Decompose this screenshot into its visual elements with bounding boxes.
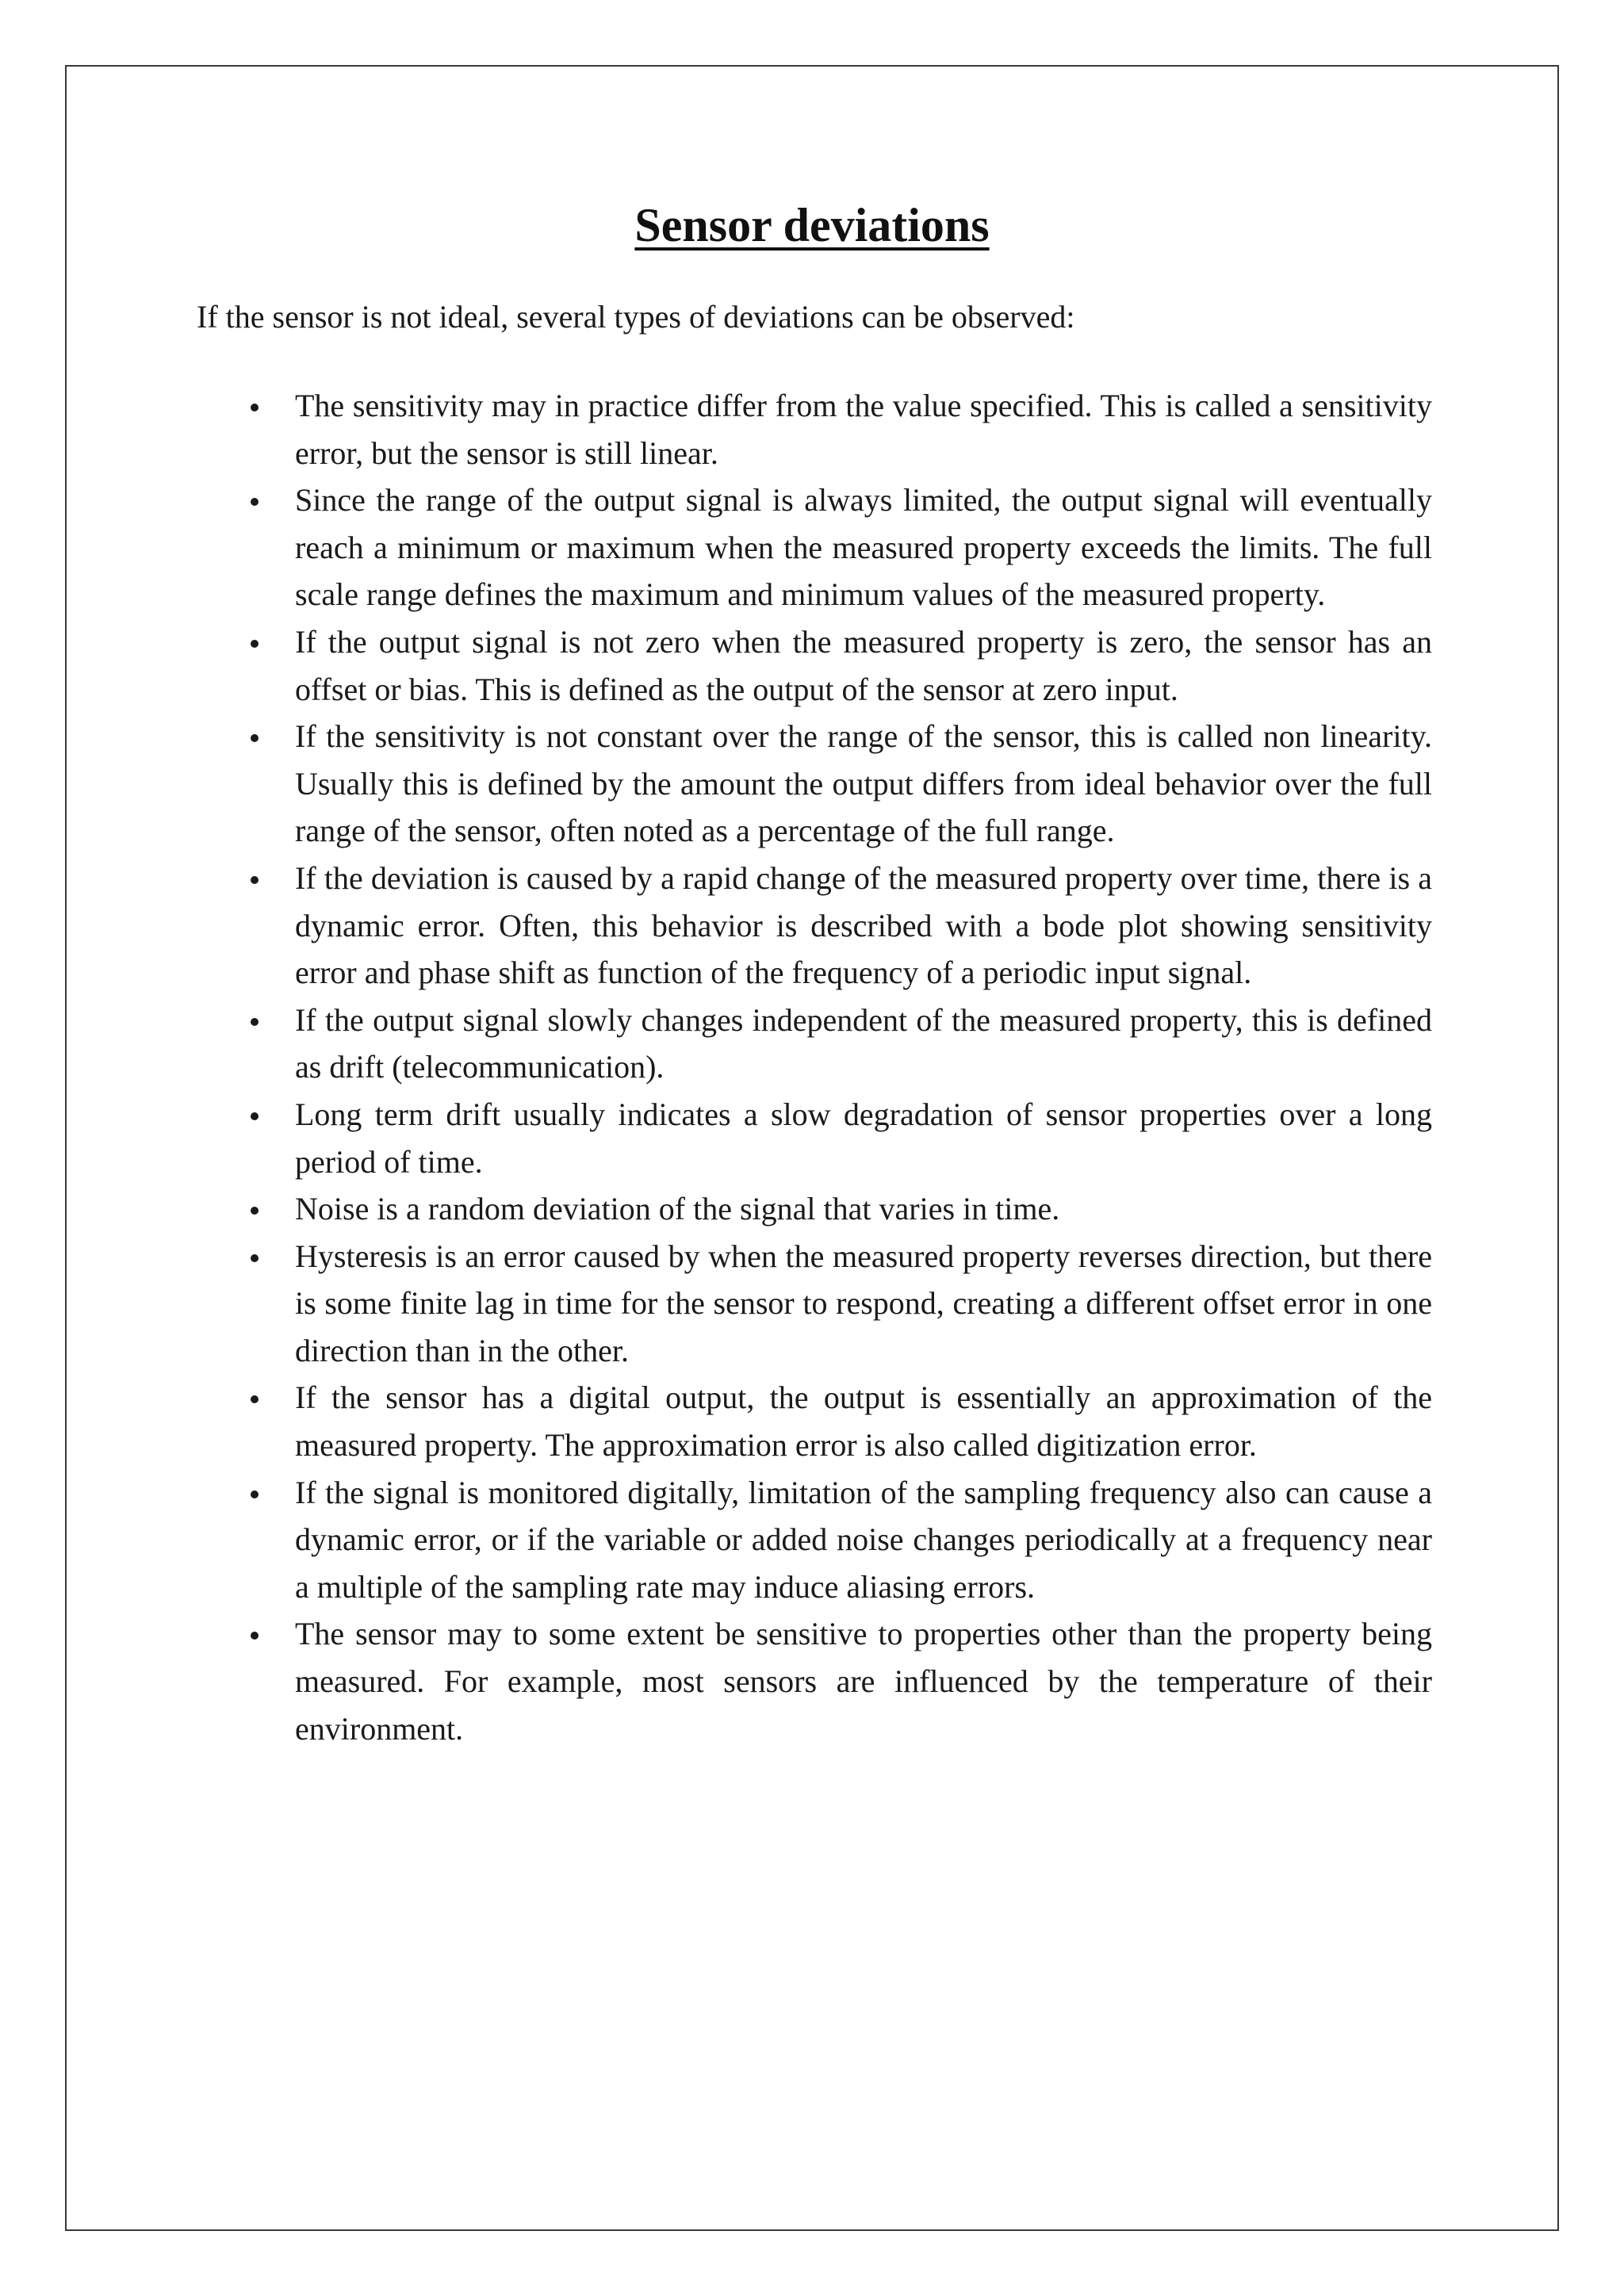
deviations-list — [295, 382, 1432, 1752]
bullet-icon — [251, 404, 259, 411]
list-item-text: Long term drift usually indicates a slow degradation of sensor properties over a long period of time. — [295, 1096, 1432, 1180]
intro-paragraph: If the sensor is not ideal, several types of deviations can be observed: — [197, 299, 1075, 335]
list-item-text: The sensor may to some extent be sensitive to properties other than the property being measured. For example, most sensors are influenced by the temperature of their environment. — [295, 1616, 1432, 1747]
list-item — [295, 855, 1432, 997]
bullet-icon — [251, 1254, 259, 1262]
list-item — [295, 997, 1432, 1091]
page-title: Sensor deviations — [634, 199, 990, 251]
list-item-text: If the output signal is not zero when the measured property is zero, the sensor has an offset or bias. This is defined as the output of the sensor at zero input. — [295, 623, 1432, 707]
list-item-text: Hysteresis is an error caused by when the measured property reverses direction, but there is some finite lag in time for the sensor to respond, creating a different offset error in one direction than in the other. — [295, 1238, 1432, 1368]
bullet-icon — [251, 640, 259, 648]
list-item — [295, 713, 1432, 855]
list-item — [295, 1374, 1432, 1468]
bullet-icon — [251, 1490, 259, 1498]
list-item-text: If the deviation is caused by a rapid change of the measured property over time, there is a dynamic error. Often, this behavior is described with a bode plot showing sensitivity error and phase shift as function of the frequency of a periodic input signal. — [295, 859, 1432, 991]
list-item — [295, 476, 1432, 618]
bullet-icon — [251, 1112, 259, 1120]
list-item-text: If the sensitivity is not constant over the range of the sensor, this is called non linearity. Usually this is defined by the amount the output differs from ideal behavior over the full range of the sensor, often noted as a percentage of the full range. — [295, 718, 1432, 849]
list-item-text: If the output signal slowly changes independent of the measured property, this is defined as drift (telecommunication). — [295, 1001, 1432, 1085]
list-item-text: The sensitivity may in practice differ from the value specified. This is called a sensitivity error, but the sensor is still linear. — [295, 388, 1432, 471]
list-item — [295, 1233, 1432, 1375]
list-item-text: If the signal is monitored digitally, limitation of the sampling frequency also can cause a dynamic error, or if the variable or added noise changes periodically at a frequency near a multiple of the sampling rate may induce aliasing errors. — [295, 1474, 1432, 1605]
bullet-icon — [251, 1018, 259, 1026]
list-item — [295, 618, 1432, 713]
bullet-icon — [251, 876, 259, 884]
list-item — [295, 1091, 1432, 1185]
list-item — [295, 382, 1432, 476]
list-item — [295, 1469, 1432, 1611]
list-item — [295, 1610, 1432, 1752]
list-item-text: Since the range of the output signal is always limited, the output signal will eventually reach a minimum or maximum when the measured property exceeds the limits. The full scale range defines the maximum and minimum values of the measured property. — [295, 482, 1432, 613]
list-item — [295, 1185, 1432, 1233]
list-item-text: If the sensor has a digital output, the output is essentially an approximation of the measured property. The approximation error is also called digitization error. — [295, 1380, 1432, 1464]
list-item-text: Noise is a random deviation of the signal that varies in time. — [295, 1191, 1060, 1227]
